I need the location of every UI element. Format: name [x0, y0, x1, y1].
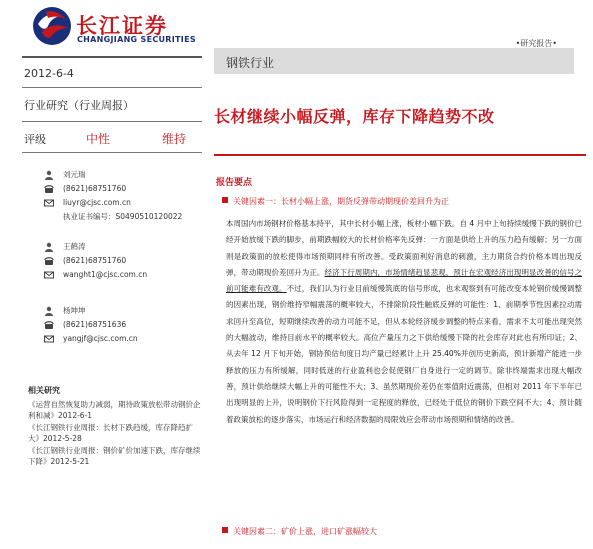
report-headline: 长材继续小幅反弹，库存下降趋势不改 — [214, 107, 495, 126]
body-paragraph: 不过，我们认为行业目前缓慢筑底的信号形成，也未观察到有可能改变本轮钢价缓慢调整的因素出现，钢价维持窄幅震荡的概率较大，不排除阶段性触底反弹的可能性：1、前期季节性因素拉动需求回升至高位，短期继续改善的动力可能不足，但从本轮经济缓步调整的特点来看，需求不太可能出现突然的大幅波动，维持目前水平的概率较大。高位产量压力之下供给缓慢下降的社会库存对此也有所印证；2、从去年 12 月下旬开始，钢协预估旬度日均产量已经累计上升 25.40%并创历史新高，预计新增产能进一步释放的压力有所缓解，同时低迷的行业盈利也会促使钢厂自身进行一定的调节。除非终端需求出现大幅改善，预计供给继续大幅上升的可能性不大；3、虽然期现价差仍在零值附近震荡，但相对 2011 年下半年已出现明显的上升，说明钢价下行风险得到一定程度的释放，已经处于低位的钢价下跌空间不大；4、预计随着政策放松的逐步落实，市场运行和经济数据的局限效应会带动市场预期和情绪的改善。 — [226, 284, 582, 424]
logo-mark — [32, 6, 72, 46]
body-paragraph: 本周国内市场钢材价格基本持平，其中长材小幅上涨，板材小幅下跌。自 4 月中上旬持续缓慢下跌的钢价已经开始放缓下跌的脚步，前期跌幅较大的长材价格率先反弹：一方面是供给上升的压力趋有缓解；另一方面则是政策面的放松使得市场预期同样有所改善。受政策面利好消息的刺激，主力期货合约价格本周出现反弹，带动期现价差回升为正。 — [226, 219, 582, 277]
analyst-card — [60, 168, 210, 224]
phone-icon — [44, 256, 54, 266]
bullet-icon — [222, 527, 228, 533]
rating-action: 维持 — [162, 132, 187, 146]
divider — [22, 152, 202, 153]
analyst-card — [60, 304, 210, 346]
key-point-text: 关键因素一：长材小幅上涨，期货反弹带动期现价差回升为正 — [233, 197, 449, 206]
person-icon — [44, 170, 54, 180]
rating-value: 中性 — [86, 132, 111, 146]
email-icon — [44, 270, 54, 280]
analyst-email[interactable]: liuyr@cjsc.com.cn — [63, 198, 131, 207]
bullet-icon — [222, 197, 228, 203]
logo-english-name: CHANGJIANG SECURITIES — [77, 35, 196, 44]
analyst-license: 执业证书编号：S0490510120022 — [63, 212, 183, 221]
person-icon — [44, 306, 54, 316]
rating-label: 评级 — [24, 133, 46, 146]
email-icon — [44, 334, 54, 344]
analyst-card — [60, 240, 210, 282]
related-item[interactable]: 《长江钢铁行业周报：长材下跌趋缓，库存降趋扩大》2012-5-28 — [28, 423, 193, 443]
email-icon — [44, 198, 54, 208]
company-logo — [32, 6, 212, 48]
analyst-phone: (8621)68751760 — [63, 184, 127, 193]
analyst-name: 刘元瑞 — [63, 170, 86, 179]
analyst-email[interactable]: yangjf@cjsc.com.cn — [63, 334, 138, 343]
body-underlined-sentence: 经济下行周期内，市场情绪趋显悲观，预计在宏观经济出现明显改善的信号之前可能难有改观。 — [226, 267, 583, 294]
industry-name: 钢铁行业 — [226, 56, 275, 70]
report-date: 2012-6-4 — [24, 67, 74, 80]
related-item[interactable]: 《长江钢铁行业周报：钢价矿价加速下跌，库存继续下降》2012-5-21 — [28, 446, 201, 466]
rating-row — [22, 122, 202, 152]
report-type-label: •研究报告• — [515, 39, 557, 48]
industry-bar — [214, 48, 574, 74]
report-info-panel — [22, 56, 202, 153]
analyst-phone: (8621)68751636 — [63, 320, 127, 329]
person-icon — [44, 242, 54, 252]
logo-chinese-name: 长江证券 — [76, 14, 168, 38]
phone-icon — [44, 320, 54, 330]
section-title: 报告要点 — [216, 178, 253, 188]
phone-icon — [44, 184, 54, 194]
analyst-phone: (8621)68751760 — [63, 256, 127, 265]
key-point — [222, 196, 582, 207]
related-item[interactable]: 《运营自然恢复助力减弱，期待政策放松带动钢价企利和减》2012-6-1 — [28, 400, 201, 420]
report-body — [226, 216, 582, 428]
analyst-email[interactable]: wanght1@cjsc.com.cn — [63, 270, 148, 279]
report-category: 行业研究（行业周报） — [24, 99, 134, 112]
analyst-name: 王鹤涛 — [63, 242, 86, 251]
related-research-title: 相关研究 — [28, 386, 60, 395]
analyst-name: 杨坤坤 — [63, 306, 86, 315]
related-research — [28, 385, 203, 468]
key-point-text: 关键因素二：矿价上涨，进口矿涨幅较大 — [233, 527, 377, 536]
key-point — [222, 526, 582, 537]
headline-divider — [214, 154, 586, 156]
